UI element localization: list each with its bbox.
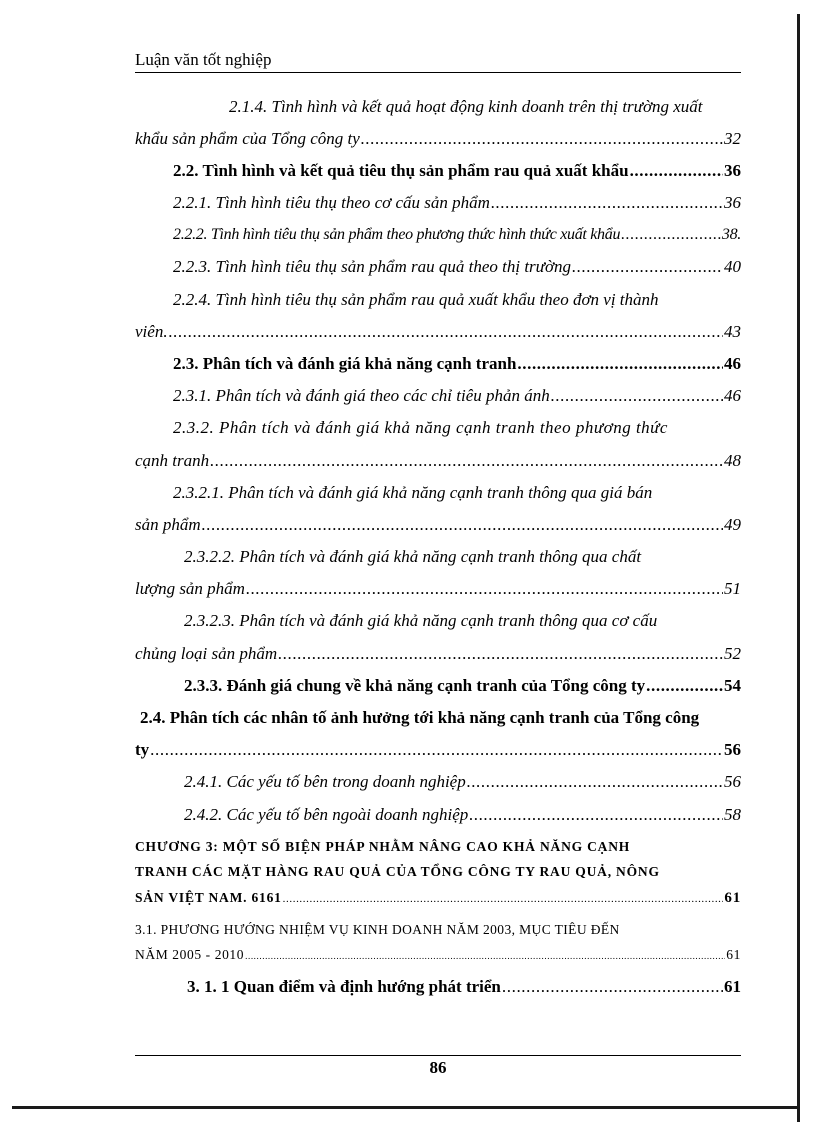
leader-dots [278, 642, 723, 666]
toc-entry-2-3-2-2[interactable] [135, 577, 741, 601]
toc-entry-3-1[interactable] [135, 943, 741, 967]
toc-page-number: 40 [724, 257, 741, 276]
toc-entry-chapter-3-line1 [135, 835, 741, 859]
toc-entry-text: 2.3.3. Đánh giá chung về khả năng cạnh tranh của Tổng công ty [184, 676, 646, 695]
toc-entry-text: 2.4.1. Các yếu tố bên trong doanh nghiệp [184, 772, 466, 791]
toc-entry-2-3-2-3-line1 [184, 609, 741, 633]
toc-entry-2-2-1[interactable] [173, 191, 741, 215]
toc-page-number: 58 [724, 805, 741, 824]
toc-page-number: 61 [724, 977, 741, 996]
toc-entry-2-1-4[interactable] [135, 127, 741, 151]
toc-entry-text: cạnh tranh [135, 451, 210, 470]
toc-entry-text: CHƯƠNG 3: MỘT SỐ BIỆN PHÁP NHẰM NÂNG CAO KHẢ NĂNG CẠNH [135, 839, 631, 854]
toc-page-number: 61 [726, 947, 741, 962]
toc-page-number: 52 [724, 644, 741, 663]
toc-entry-2-3-3[interactable] [184, 674, 741, 698]
leader-dots [283, 887, 724, 911]
toc-entry-text: 2.3.2.3. Phân tích và đánh giá khả năng cạnh tranh thông qua cơ cấu [184, 611, 658, 630]
page-frame-right [797, 14, 800, 1122]
toc-entry-text: chủng loại sản phẩm [135, 644, 278, 663]
leader-dots [621, 223, 721, 247]
toc-entry-2-3-2-1-line1 [173, 481, 741, 505]
toc-entry-text: 2.2.4. Tình hình tiêu thụ sản phẩm rau quả xuất khẩu theo đơn vị thành [173, 290, 659, 309]
toc-entry-chapter-3-line2 [135, 860, 741, 884]
toc-page-number: 46 [724, 386, 741, 405]
leader-dots [169, 320, 723, 344]
leader-dots [469, 803, 723, 827]
toc-entry-2-1-4-line1 [182, 95, 788, 119]
toc-entry-2-2-4[interactable] [135, 320, 741, 344]
toc-entry-3-1-line1 [135, 918, 741, 942]
leader-dots [361, 127, 723, 151]
toc-page-number: 32 [724, 129, 741, 148]
toc-page-number: 38. [721, 226, 741, 243]
toc-entry-text: SẢN VIỆT NAM. 6161 [135, 890, 282, 905]
toc-entry-text: ty [135, 740, 150, 759]
page-number: 86 [429, 1058, 447, 1077]
toc-page-number: 43 [724, 322, 741, 341]
leader-dots [551, 384, 723, 408]
toc-entry-text: 2.4. Phân tích các nhân tố ảnh hưởng tới khả năng cạnh tranh của Tổng công [140, 708, 700, 727]
toc-entry-2-3-2-2-line1 [184, 545, 741, 569]
page-frame-bottom [12, 1106, 800, 1109]
toc-entry-text: 2.2. Tình hình và kết quả tiêu thụ sản phẩm rau quả xuất khẩu [173, 161, 629, 180]
leader-dots [210, 449, 723, 473]
toc-page-number: 36 [724, 193, 741, 212]
toc-entry-2-3-2-line1 [173, 416, 741, 440]
toc-entry-text: 2.2.2. Tình hình tiêu thụ sản phẩm theo phương thức hình thức xuất khẩu [173, 226, 621, 243]
header-rule [135, 72, 741, 73]
toc-page-number: 49 [724, 515, 741, 534]
leader-dots [245, 944, 725, 968]
toc-entry-text: 2.3.1. Phân tích và đánh giá theo các chỉ tiêu phản ánh [173, 386, 550, 405]
toc-entry-text: sản phẩm [135, 515, 201, 534]
toc-entry-2-2-2[interactable] [173, 223, 741, 247]
toc-entry-text: 2.3.2.1. Phân tích và đánh giá khả năng cạnh tranh thông qua giá bán [173, 483, 653, 502]
toc-entry-2-3-2[interactable] [135, 449, 741, 473]
toc-entry-2-3-2-3[interactable] [135, 642, 741, 666]
toc-entry-text: NĂM 2005 - 2010 [135, 947, 245, 962]
toc-page-number: 61 [724, 890, 741, 906]
leader-dots [467, 770, 723, 794]
toc-entry-text: 2.4.2. Các yếu tố bên ngoài doanh nghiệp [184, 805, 469, 824]
toc-entry-text: 2.3.2. Phân tích và đánh giá khả năng cạnh tranh theo phương thức [173, 418, 668, 437]
toc-entry-text: khẩu sản phẩm của Tổng công ty [135, 129, 360, 148]
toc-entry-text: viên. [135, 322, 168, 341]
leader-dots [202, 513, 723, 537]
toc-page-number: 56 [724, 740, 741, 759]
toc-page-number: 36 [724, 161, 741, 180]
toc-entry-2-4-line1 [140, 706, 741, 730]
toc-entry-text: 2.2.1. Tình hình tiêu thụ theo cơ cấu sản phẩm [173, 193, 490, 212]
toc-entry-text: 2.1.4. Tình hình và kết quả hoạt động kinh doanh trên thị trường xuất [229, 97, 703, 116]
toc-entry-text: TRANH CÁC MẶT HÀNG RAU QUẢ CỦA TỔNG CÔNG TY RAU QUẢ, NÔNG [135, 864, 660, 879]
leader-dots [150, 738, 723, 762]
toc-entry-2-4-1[interactable] [184, 770, 741, 794]
toc-entry-text: lượng sản phẩm [135, 579, 245, 598]
toc-entry-text: 2.3.2.2. Phân tích và đánh giá khả năng cạnh tranh thông qua chất [184, 547, 642, 566]
leader-dots [572, 255, 723, 279]
toc-entry-2-3-2-1[interactable] [135, 513, 741, 537]
toc-entry-text: 3. 1. 1 Quan điểm và định hướng phát triển [187, 977, 501, 996]
toc-entry-2-2-4-line1 [173, 288, 741, 312]
footer-rule [135, 1055, 741, 1056]
leader-dots [517, 352, 723, 376]
toc-entry-2-4[interactable] [135, 738, 741, 762]
toc-entry-2-2[interactable] [173, 159, 741, 183]
toc-entry-3-1-1[interactable] [187, 975, 741, 999]
leader-dots [502, 975, 723, 999]
toc-page-number: 48 [724, 451, 741, 470]
toc-page-number: 51 [724, 579, 741, 598]
toc-entry-2-3[interactable] [173, 352, 741, 376]
toc-entry-2-4-2[interactable] [184, 803, 741, 827]
toc-entry-text: 2.2.3. Tình hình tiêu thụ sản phẩm rau quả theo thị trường [173, 257, 572, 276]
toc-entry-2-2-3[interactable] [173, 255, 741, 279]
toc-page-number: 54 [724, 676, 741, 695]
toc-entry-chapter-3[interactable] [135, 886, 741, 910]
leader-dots [630, 159, 723, 183]
leader-dots [246, 577, 723, 601]
leader-dots [491, 191, 723, 215]
toc-entry-text: 3.1. PHƯƠNG HƯỚNG NHIỆM VỤ KINH DOANH NĂM 2003, MỤC TIÊU ĐẾN [135, 922, 620, 937]
running-header: Luận văn tốt nghiệp [135, 50, 272, 69]
leader-dots [646, 674, 723, 698]
toc-page-number: 46 [724, 354, 741, 373]
toc-page-number: 56 [724, 772, 741, 791]
toc-entry-text: 2.3. Phân tích và đánh giá khả năng cạnh tranh [173, 354, 517, 373]
toc-entry-2-3-1[interactable] [173, 384, 741, 408]
